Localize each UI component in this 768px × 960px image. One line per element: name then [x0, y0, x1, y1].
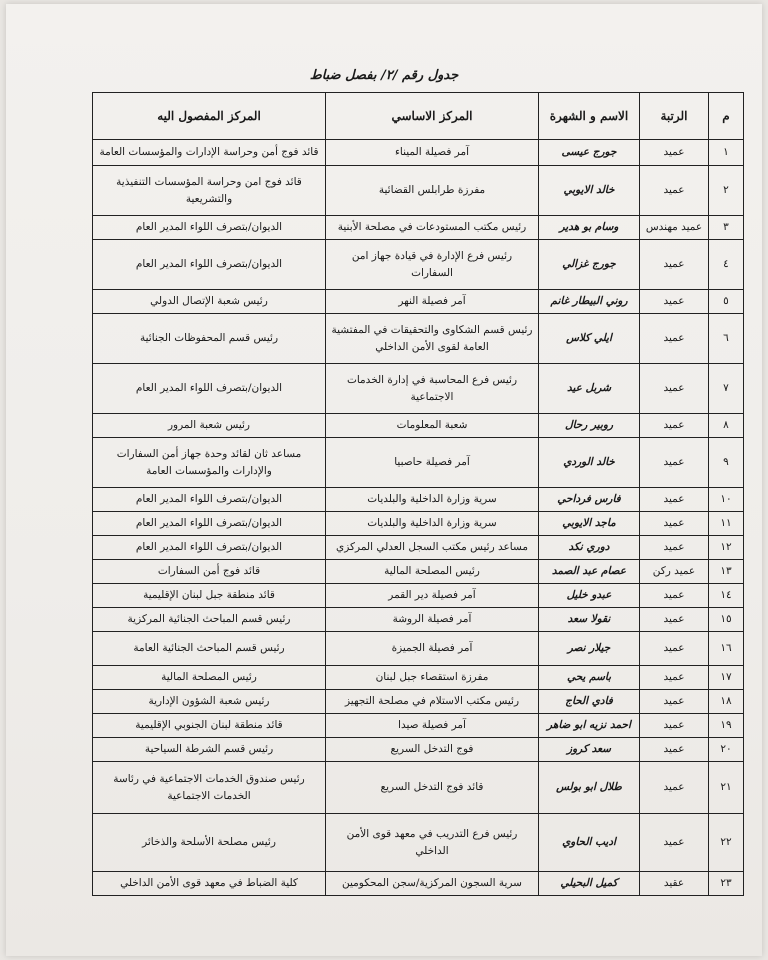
- row-dest: قائد منطقة لبنان الجنوبي الإقليمية: [93, 714, 326, 738]
- row-dest: قائد فوج أمن وحراسة الإدارات والمؤسسات العامة: [93, 140, 326, 166]
- row-rank: عميد: [640, 364, 709, 414]
- row-dest: الديوان/بتصرف اللواء المدير العام: [93, 216, 326, 240]
- table-row: [93, 690, 744, 714]
- table-row: [93, 488, 744, 512]
- row-rank: عميد: [640, 666, 709, 690]
- row-name: روبير رحال: [539, 414, 640, 438]
- row-name: فادي الحاج: [539, 690, 640, 714]
- row-dest: رئيس شعبة الإتصال الدولي: [93, 290, 326, 314]
- row-base: آمر فصيلة دير القمر: [326, 584, 539, 608]
- officers-table: [92, 92, 744, 896]
- row-base: آمر فصيلة حاصبيا: [326, 438, 539, 488]
- table-row: [93, 632, 744, 666]
- table-row: [93, 584, 744, 608]
- row-name: باسم يحي: [539, 666, 640, 690]
- row-num: ١٠: [709, 488, 744, 512]
- row-num: ٤: [709, 240, 744, 290]
- row-dest: رئيس المصلحة المالية: [93, 666, 326, 690]
- row-num: ٦: [709, 314, 744, 364]
- row-name: سعد كروز: [539, 738, 640, 762]
- row-name: طلال ابو بولس: [539, 762, 640, 814]
- row-num: ١٥: [709, 608, 744, 632]
- row-name: كميل البحيلي: [539, 872, 640, 896]
- row-num: ١٨: [709, 690, 744, 714]
- row-base: مفرزة استقصاء جبل لبنان: [326, 666, 539, 690]
- table-row: [93, 240, 744, 290]
- row-name: روني البيطار غانم: [539, 290, 640, 314]
- row-base: رئيس المصلحة المالية: [326, 560, 539, 584]
- row-base: آمر فصيلة النهر: [326, 290, 539, 314]
- row-rank: عميد: [640, 512, 709, 536]
- row-base: آمر فصيلة الميناء: [326, 140, 539, 166]
- row-dest: قائد منطقة جبل لبنان الإقليمية: [93, 584, 326, 608]
- row-num: ٢٠: [709, 738, 744, 762]
- table-row: [93, 290, 744, 314]
- row-num: ١١: [709, 512, 744, 536]
- row-num: ١٢: [709, 536, 744, 560]
- row-base: رئيس قسم الشكاوى والتحقيقات في المفتشية العامة لقوى الأمن الداخلي: [326, 314, 539, 364]
- row-base: سرية وزارة الداخلية والبلديات: [326, 512, 539, 536]
- table-row: [93, 762, 744, 814]
- row-base: رئيس فرع الإدارة في قيادة جهاز امن السفارات: [326, 240, 539, 290]
- row-dest: رئيس قسم المباحث الجنائية المركزية: [93, 608, 326, 632]
- table-row: [93, 140, 744, 166]
- row-dest: رئيس قسم الشرطة السياحية: [93, 738, 326, 762]
- row-name: وسام بو هدير: [539, 216, 640, 240]
- row-rank: عميد: [640, 814, 709, 872]
- row-base: سرية وزارة الداخلية والبلديات: [326, 488, 539, 512]
- row-name: جيلار نصر: [539, 632, 640, 666]
- row-rank: عميد: [640, 290, 709, 314]
- row-rank: عميد: [640, 584, 709, 608]
- row-base: آمر فصيلة صيدا: [326, 714, 539, 738]
- row-dest: كلية الضباط في معهد قوى الأمن الداخلي: [93, 872, 326, 896]
- row-rank: عميد: [640, 414, 709, 438]
- row-dest: رئيس شعبة المرور: [93, 414, 326, 438]
- row-dest: رئيس شعبة الشؤون الإدارية: [93, 690, 326, 714]
- row-rank: عميد مهندس: [640, 216, 709, 240]
- table-row: [93, 814, 744, 872]
- header-dest: المركز المفصول اليه: [93, 93, 326, 140]
- table-row: [93, 314, 744, 364]
- row-rank: عميد: [640, 714, 709, 738]
- table-row: [93, 536, 744, 560]
- row-base: سرية السجون المركزية/سجن المحكومين: [326, 872, 539, 896]
- row-num: ١٩: [709, 714, 744, 738]
- row-num: ١٣: [709, 560, 744, 584]
- row-base: آمر فصيلة الجميزة: [326, 632, 539, 666]
- row-num: ٥: [709, 290, 744, 314]
- row-name: عصام عبد الصمد: [539, 560, 640, 584]
- row-rank: عميد: [640, 166, 709, 216]
- row-rank: عميد ركن: [640, 560, 709, 584]
- row-rank: عميد: [640, 690, 709, 714]
- row-rank: عميد: [640, 240, 709, 290]
- header-base: المركز الاساسي: [326, 93, 539, 140]
- table-row: [93, 216, 744, 240]
- row-name: شربل عيد: [539, 364, 640, 414]
- row-base: رئيس مكتب المستودعات في مصلحة الأبنية: [326, 216, 539, 240]
- row-name: اديب الحاوي: [539, 814, 640, 872]
- row-num: ١٤: [709, 584, 744, 608]
- row-dest: الديوان/بتصرف اللواء المدير العام: [93, 512, 326, 536]
- table-row: [93, 364, 744, 414]
- row-num: ٧: [709, 364, 744, 414]
- row-num: ٣: [709, 216, 744, 240]
- row-name: خالد الوردي: [539, 438, 640, 488]
- row-dest: الديوان/بتصرف اللواء المدير العام: [93, 536, 326, 560]
- row-dest: رئيس مصلحة الأسلحة والذخائر: [93, 814, 326, 872]
- table-row: [93, 872, 744, 896]
- row-dest: مساعد ثان لقائد وحدة جهاز أمن السفارات والإدارات والمؤسسات العامة: [93, 438, 326, 488]
- row-name: خالد الايوبي: [539, 166, 640, 216]
- table-row: [93, 608, 744, 632]
- row-num: ٨: [709, 414, 744, 438]
- row-num: ٢٣: [709, 872, 744, 896]
- row-num: ١: [709, 140, 744, 166]
- row-name: نقولا سعد: [539, 608, 640, 632]
- row-rank: عميد: [640, 488, 709, 512]
- document-title: جدول رقم /٢/ بفصل ضباط: [309, 68, 459, 83]
- row-name: احمد نزيه ابو ضاهر: [539, 714, 640, 738]
- row-dest: رئيس قسم المحفوظات الجنائية: [93, 314, 326, 364]
- row-dest: قائد فوج أمن السفارات: [93, 560, 326, 584]
- table-row: [93, 414, 744, 438]
- row-dest: قائد فوج امن وحراسة المؤسسات التنفيذية والتشريعية: [93, 166, 326, 216]
- table-row: [93, 666, 744, 690]
- table-row: [93, 166, 744, 216]
- row-rank: عقيد: [640, 872, 709, 896]
- row-num: ٢١: [709, 762, 744, 814]
- row-name: فارس فرداحي: [539, 488, 640, 512]
- row-rank: عميد: [640, 738, 709, 762]
- header-rank: الرتبة: [640, 93, 709, 140]
- row-num: ١٧: [709, 666, 744, 690]
- row-name: جورج عيسى: [539, 140, 640, 166]
- row-base: شعبة المعلومات: [326, 414, 539, 438]
- row-num: ٩: [709, 438, 744, 488]
- row-rank: عميد: [640, 438, 709, 488]
- row-name: عبدو خليل: [539, 584, 640, 608]
- table-row: [93, 438, 744, 488]
- row-dest: الديوان/بتصرف اللواء المدير العام: [93, 364, 326, 414]
- table-header-row: [93, 93, 744, 140]
- row-rank: عميد: [640, 762, 709, 814]
- row-name: ماجد الايوبي: [539, 512, 640, 536]
- row-name: ايلي كلاس: [539, 314, 640, 364]
- row-base: رئيس فرع التدريب في معهد قوى الأمن الداخلي: [326, 814, 539, 872]
- row-rank: عميد: [640, 140, 709, 166]
- row-dest: الديوان/بتصرف اللواء المدير العام: [93, 240, 326, 290]
- table-row: [93, 512, 744, 536]
- row-rank: عميد: [640, 314, 709, 364]
- row-dest: رئيس صندوق الخدمات الاجتماعية في رئاسة الخدمات الاجتماعية: [93, 762, 326, 814]
- row-base: رئيس فرع المحاسبة في إدارة الخدمات الاجتماعية: [326, 364, 539, 414]
- row-num: ١٦: [709, 632, 744, 666]
- row-num: ٢: [709, 166, 744, 216]
- header-num: م: [709, 93, 744, 140]
- row-name: جورج غزالي: [539, 240, 640, 290]
- row-base: آمر فصيلة الروشة: [326, 608, 539, 632]
- row-base: رئيس مكتب الاستلام في مصلحة التجهيز: [326, 690, 539, 714]
- row-base: مفرزة طرابلس القضائية: [326, 166, 539, 216]
- row-rank: عميد: [640, 608, 709, 632]
- row-base: فوج التدخل السريع: [326, 738, 539, 762]
- table-row: [93, 560, 744, 584]
- row-base: مساعد رئيس مكتب السجل العدلي المركزي: [326, 536, 539, 560]
- row-dest: الديوان/بتصرف اللواء المدير العام: [93, 488, 326, 512]
- header-name: الاسم و الشهرة: [539, 93, 640, 140]
- row-num: ٢٢: [709, 814, 744, 872]
- row-rank: عميد: [640, 632, 709, 666]
- row-dest: رئيس قسم المباحث الجنائية العامة: [93, 632, 326, 666]
- table-row: [93, 714, 744, 738]
- table-row: [93, 738, 744, 762]
- row-name: دوري نكد: [539, 536, 640, 560]
- row-rank: عميد: [640, 536, 709, 560]
- row-base: قائد فوج التدخل السريع: [326, 762, 539, 814]
